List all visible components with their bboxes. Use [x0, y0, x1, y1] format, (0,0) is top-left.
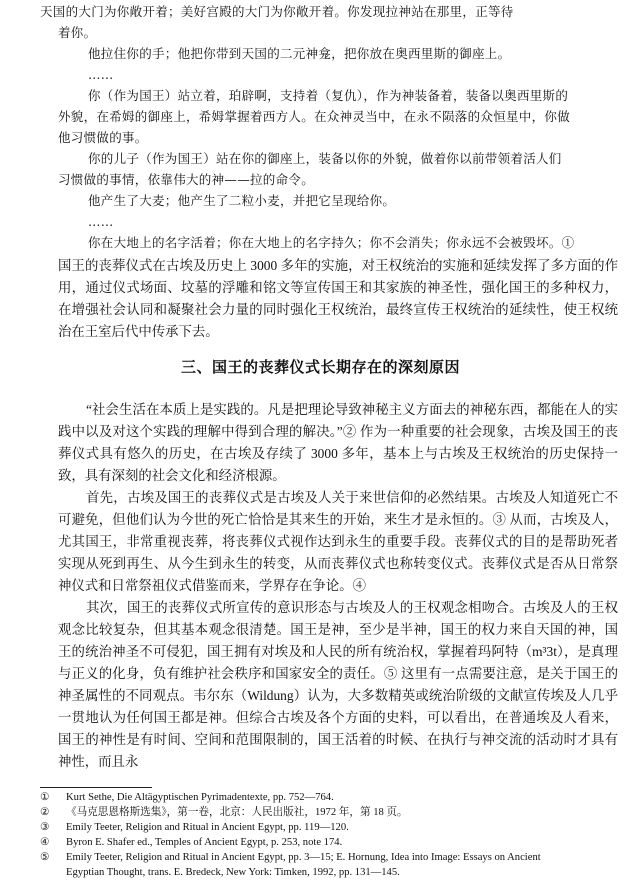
footnote-mark: ② — [40, 807, 50, 818]
footnote-text: Emily Teeter, Religion and Ritual in Ancient Egypt, pp. 3—15; E. Hornung, Idea into Image: Essays on Ancient — [66, 852, 541, 863]
paragraph-royal-funeral-effects: 国王的丧葬仪式在古埃及历史上 3000 多年的实施，对王权统治的实施和延续发挥了多方面的作用，通过仪式场面、坟墓的浮雕和铭文等宣传国王和其家族的神圣性，强化国王的多种权力，在增强社会认同和凝聚社会力量的同时强化王权统治，最终宣传王权统治的延续性，使王权统治在王室后代中传承下去。 — [58, 258, 618, 339]
footnote-mark: ③ — [40, 822, 50, 833]
footnote-mark: ④ — [40, 837, 50, 848]
verse-line: …… — [88, 67, 114, 82]
verse-line: 外貌，在希姆的御座上，希姆掌握着西方人。在众神灵当中，在永不陨落的众恒星中，你做 — [58, 109, 571, 124]
footnote-item — [40, 820, 630, 835]
footnote-text: Emily Teeter, Religion and Ritual in Ancient Egypt, pp. 119—120. — [66, 822, 349, 833]
footnote-item — [40, 790, 630, 805]
section-heading: 三、国王的丧葬仪式长期存在的深刻原因 — [180, 358, 460, 376]
footnote-divider — [40, 787, 152, 788]
paragraph-social-practice: “社会生活在本质上是实践的。凡是把理论导致神秘主义方面去的神秘东西，都能在人的实践中以及对这个实践的理解中得到合理的解决。”② 作为一种重要的社会现象，古埃及国王的丧葬仪式具有悠久的历史，在古埃及存续了 3000 多年，基本上与古埃及王权统治的历史保持一致，具有深刻的社会文化和经济根源。 — [58, 402, 618, 483]
verse-line: 你在大地上的名字活着；你在大地上的名字持久；你不会消失；你永远不会被毁坏。① — [88, 235, 575, 250]
verse-line: 你的儿子（作为国王）站在你的御座上，装备以你的外貌，做着你以前带领着活人们 — [88, 151, 562, 166]
footnote-mark: ⑤ — [40, 852, 50, 863]
footnote-text: Byron E. Shafer ed., Temples of Ancient Egypt, p. 253, note 174. — [66, 837, 343, 848]
footnote-text: 《马克思恩格斯选集》，第一卷，北京：人民出版社，1972 年，第 18 页。 — [66, 807, 408, 818]
verse-line: 你（作为国王）站立着，珀辟啊，支持着（复仇），作为神装备着，装备以奥西里斯的 — [88, 88, 569, 103]
footnote-mark: ① — [40, 792, 50, 803]
footnote-item — [40, 835, 630, 850]
verse-line: …… — [88, 214, 114, 229]
verse-line: 他产生了大麦；他产生了二粒小麦，并把它呈现给你。 — [88, 193, 396, 208]
verse-line: 天国的大门为你敞开着；美好宫殿的大门为你敞开着。你发现拉神站在那里，正等待 — [40, 4, 514, 19]
footnote-continuation: Egyptian Thought, trans. E. Bredeck, New York: Timken, 1992, pp. 131—145. — [66, 867, 400, 878]
footnote-item — [40, 850, 630, 865]
footnote-item — [40, 805, 630, 820]
verse-line: 他习惯做的事。 — [58, 130, 148, 145]
verse-line: 着你。 — [58, 25, 97, 40]
verse-line: 习惯做的事情，依靠伟大的神——拉的命令。 — [58, 172, 315, 187]
paragraph-kingship-ideology: 其次，国王的丧葬仪式所宣传的意识形态与古埃及人的王权观念相吻合。古埃及人的王权观念比较复杂，但其基本观念很清楚。国王是神，至少是半神，国王的权力来自天国的神，国王的统治神圣不可侵犯，国王拥有对埃及和人民的所有统治权，掌握着玛阿特（m³3t），是真理与正义的化身，负有维护社会秩序和国家安全的责任。⑤ 这里有一点需要注意，是关于国王的神圣属性的不同观点。韦尔东（Wildung）认为，大多数精英或统治阶级的文献宣传埃及人几乎一贯地认为任何国王都是神。但综合古埃及各个方面的史料，可以看出，在普通埃及人看来，国王的神性是有时间、空间和范围限制的，国王活着的时候、在执行与神交流的活动时才具有神性，而且永 — [58, 600, 618, 769]
verse-line: 他拉住你的手；他把你带到天国的二元神龛，把你放在奥西里斯的御座上。 — [88, 46, 511, 61]
paragraph-afterlife-belief: 首先，古埃及国王的丧葬仪式是古埃及人关于来世信仰的必然结果。古埃及人知道死亡不可避免，但他们认为今世的死亡恰恰是其来生的开始，来生才是永恒的。③ 从而，古埃及人，尤其国王，非常重视丧葬，将丧葬仪式视作达到永生的重要手段。丧葬仪式的目的是帮助死者实现从死到再生、从今生到永生的转变，从而丧葬仪式也称转变仪式。丧葬仪式是否从日常祭神仪式和日常祭祖仪式借鉴而来，学界存在争论。④ — [58, 490, 618, 593]
footnote-text: Kurt Sethe, Die Altägyptischen Pyrimadentexte, pp. 752—764. — [66, 792, 334, 803]
